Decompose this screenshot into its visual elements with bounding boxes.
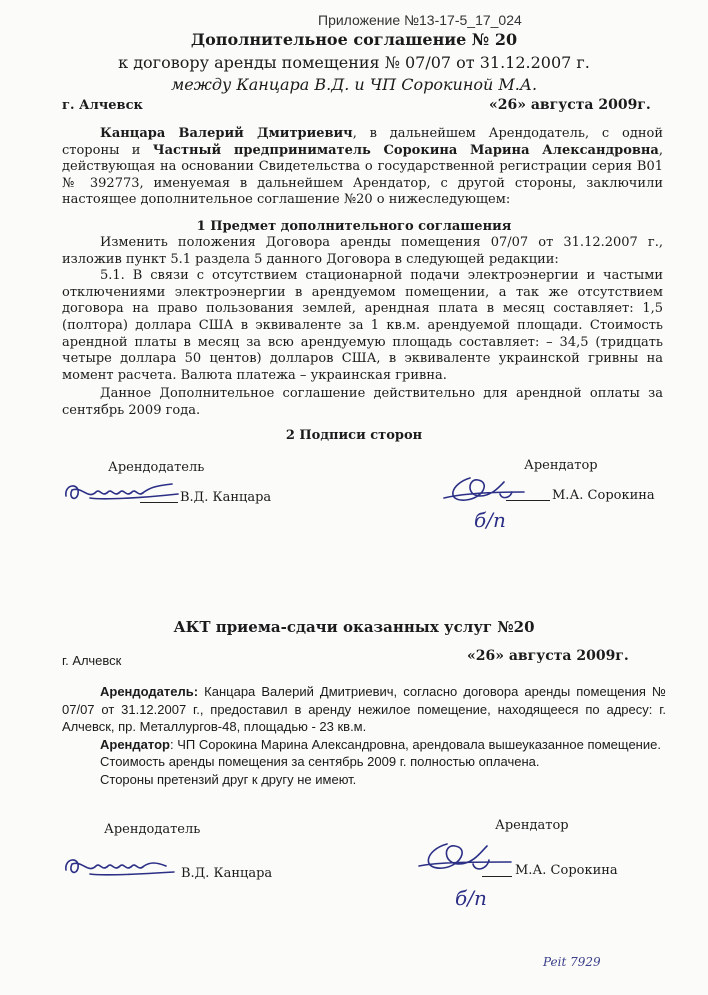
act-body <box>62 683 666 789</box>
act-lessee-paragraph <box>62 736 666 754</box>
agreement-parties: между Канцара В.Д. и ЧП Сорокиной М.А. <box>170 75 538 94</box>
lessee-full-name: Частный предприниматель Сорокина Марина Александровна <box>152 142 659 158</box>
act-lessee-label: Арендатор <box>495 818 569 833</box>
act-lessee-name: М.А. Сорокина <box>515 863 618 878</box>
section-1-paragraph-1: Изменить положения Договора аренды помещения 07/07 от 31.12.2007 г., изложив пункт 5.1 раздела 5 данного Договора в следующей редакции: <box>62 235 663 267</box>
act-lessor-paragraph <box>62 683 666 736</box>
lessor-name: В.Д. Канцара <box>180 490 272 505</box>
act-claims-line: Стороны претензий друг к другу не имеют. <box>100 771 357 787</box>
act-lessee-prefix: Арендатор <box>100 736 170 752</box>
agreement-intro <box>62 126 663 209</box>
act-lessee-signature-line <box>482 876 512 877</box>
agreement-city: г. Алчевск <box>62 98 143 113</box>
lessor-signature <box>62 478 182 508</box>
act-no-seal-mark: б/п <box>455 886 487 910</box>
act-lessor-label: Арендодатель <box>104 822 201 837</box>
agreement-date: «26» августа 2009г. <box>489 97 651 113</box>
act-lessor-signature <box>62 852 182 882</box>
no-seal-mark: б/п <box>474 508 506 532</box>
lessee-name: М.А. Сорокина <box>552 488 655 503</box>
appendix-number: Приложение №13-17-5_17_024 <box>318 12 522 28</box>
section-1-body <box>62 235 663 384</box>
act-date: «26» августа 2009г. <box>467 648 629 664</box>
lessee-signature-line <box>506 500 550 501</box>
act-lessor-text: Канцара Валерий Дмитриевич, согласно договора аренды помещения № 07/07 от 31.12.2007 г., предоставил в аренду нежилое помещение, находящееся по адресу: г. Алчевск, пр. Металлургов-48, площадью - 23 кв.м. <box>62 684 666 735</box>
lessee-label: Арендатор <box>524 458 598 473</box>
validity-paragraph <box>62 386 663 419</box>
intro-text-1: , в дальнейшем Арендодатель, с одной стороны и <box>62 126 663 158</box>
lessor-signature-line <box>140 502 178 503</box>
act-title: АКТ приема-сдачи оказанных услуг №20 <box>173 618 535 636</box>
handwritten-registration-note: Peit 7929 <box>543 955 601 969</box>
act-lessor-name: В.Д. Канцара <box>181 866 273 881</box>
lessor-label: Арендодатель <box>108 460 205 475</box>
section-1-paragraph-2: 5.1. В связи с отсутствием стационарной подачи электроэнергии и частыми отключениями электроэнергии в арендуемом помещении, а так же отсутствием договора на право пользования землей, арендная плата в месяц составляет: 1,5 (полтора) доллара США в эквиваленте за 1 кв.м. арендуемой площади. Стоимость арендной платы в месяц за всю арендуемую площадь составляет: – 34,5 (тридцать четыре доллара 50 центов) долларов США, в эквиваленте украинской гривны на момент расчета. Валюта платежа – украинская гривна. <box>62 268 663 383</box>
act-lessee-text: : ЧП Сорокина Марина Александровна, арендовала вышеуказанное помещение. <box>169 736 661 752</box>
section-1-title: 1 Предмет дополнительного соглашения <box>196 219 512 234</box>
act-city: г. Алчевск <box>62 653 122 668</box>
act-paid-line: Стоимость аренды помещения за сентябрь 2009 г. полностью оплачена. <box>100 754 540 770</box>
act-lessee-signature <box>415 838 515 878</box>
intro-text-2: , действующая на основании Свидетельства о государственной регистрации серия В01 № 392773, именуемая в дальнейшем Арендатор, с другой стороны, заключили настоящее дополнительное соглашение №20 о нижеследующем: <box>62 142 663 208</box>
lessor-full-name: Канцара Валерий Дмитриевич <box>100 126 353 141</box>
agreement-subtitle: к договору аренды помещения № 07/07 от 31.12.2007 г. <box>118 53 590 72</box>
lessee-signature <box>440 474 530 508</box>
act-lessor-prefix: Арендодатель: <box>100 684 199 699</box>
section-2-title: 2 Подписи сторон <box>285 428 423 443</box>
agreement-title: Дополнительное соглашение № 20 <box>190 30 518 49</box>
validity-text: Данное Дополнительное соглашение действительно для арендной оплаты за сентябрь 2009 года. <box>62 386 663 418</box>
